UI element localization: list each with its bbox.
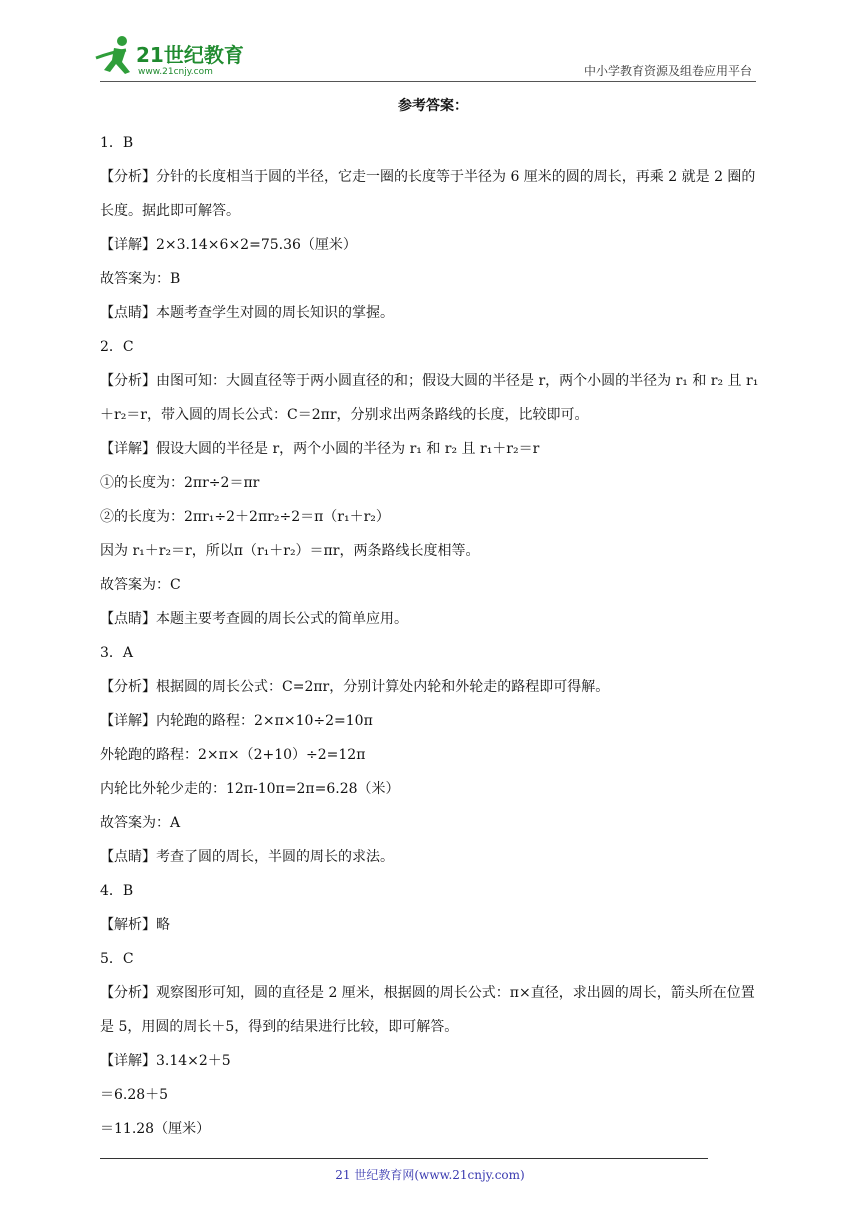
answer-content bbox=[100, 96, 766, 1146]
answer-line: 【详解】2×3.14×6×2=75.36（厘米） bbox=[100, 237, 357, 253]
answer-line: 【点睛】考查了圆的周长，半圆的周长的求法。 bbox=[100, 849, 394, 865]
answer-line: 【详解】内轮跑的路程：2×π×10÷2=10π bbox=[100, 713, 373, 729]
answer-line: ①的长度为：2πr÷2＝πr bbox=[100, 475, 260, 491]
answer-line: 【分析】由图可知：大圆直径等于两小圆直径的和；假设大圆的半径是 r，两个小圆的半径为 r₁ 和 r₂ 且 r₁＋r₂＝r，带入圆的周长公式：C＝2πr，分别求出两条路线的长度，比较即可。 bbox=[100, 373, 759, 423]
answer-line: 【详解】假设大圆的半径是 r，两个小圆的半径为 r₁ 和 r₂ 且 r₁＋r₂＝r bbox=[100, 441, 540, 457]
answer-line: 【分析】根据圆的周长公式：C=2πr，分别计算处内轮和外轮走的路程即可得解。 bbox=[100, 679, 610, 695]
runner-icon bbox=[96, 36, 130, 74]
site-title: 中小学教育资源及组卷应用平台 bbox=[583, 64, 752, 78]
answer-line: 【点睛】本题考查学生对圆的周长知识的掌握。 bbox=[100, 305, 394, 321]
answer-line: ＝11.28（厘米） bbox=[100, 1121, 211, 1137]
answer-line: ②的长度为：2πr₁÷2＋2πr₂÷2＝π（r₁＋r₂） bbox=[100, 509, 390, 525]
answer-line: 2．C bbox=[100, 339, 134, 355]
answer-line: 1．B bbox=[100, 135, 134, 151]
logo bbox=[92, 32, 262, 78]
answer-line: 因为 r₁＋r₂＝r，所以π（r₁＋r₂）＝πr，两条路线长度相等。 bbox=[100, 543, 480, 559]
answer-line: 【解析】略 bbox=[100, 917, 170, 933]
logo-text: 21世纪教育 bbox=[136, 43, 244, 67]
answer-line: 【分析】分针的长度相当于圆的半径，它走一圈的长度等于半径为 6 厘米的圆的周长，再乘 2 就是 2 圈的长度。据此即可解答。 bbox=[100, 169, 756, 219]
logo-url: www.21cnjy.com bbox=[138, 67, 213, 77]
answer-line: 5．C bbox=[100, 951, 134, 967]
page-title: 参考答案： bbox=[398, 98, 468, 114]
answer-line: 故答案为：B bbox=[100, 271, 181, 287]
answer-line: 【详解】3.14×2＋5 bbox=[100, 1053, 231, 1069]
answer-line: 故答案为：C bbox=[100, 577, 181, 593]
answer-line: 内轮比外轮少走的：12π-10π=2π=6.28（米） bbox=[100, 781, 400, 797]
page-header bbox=[0, 0, 860, 90]
answer-line: 【分析】观察图形可知，圆的直径是 2 厘米，根据圆的周长公式：π×直径，求出圆的周长，箭头所在位置是 5，用圆的周长＋5，得到的结果进行比较，即可解答。 bbox=[100, 985, 755, 1035]
footer-divider bbox=[100, 1158, 708, 1159]
answer-line: ＝6.28＋5 bbox=[100, 1087, 169, 1103]
answer-line: 4．B bbox=[100, 883, 134, 899]
answer-line: 【点睛】本题主要考查圆的周长公式的简单应用。 bbox=[100, 611, 408, 627]
footer-text: 21 世纪教育网(www.21cnjy.com) bbox=[335, 1168, 525, 1182]
answer-line: 故答案为：A bbox=[100, 815, 181, 831]
header-divider bbox=[100, 81, 756, 82]
answer-line: 外轮跑的路程：2×π×（2+10）÷2=12π bbox=[100, 747, 366, 763]
answer-line: 3．A bbox=[100, 645, 134, 661]
